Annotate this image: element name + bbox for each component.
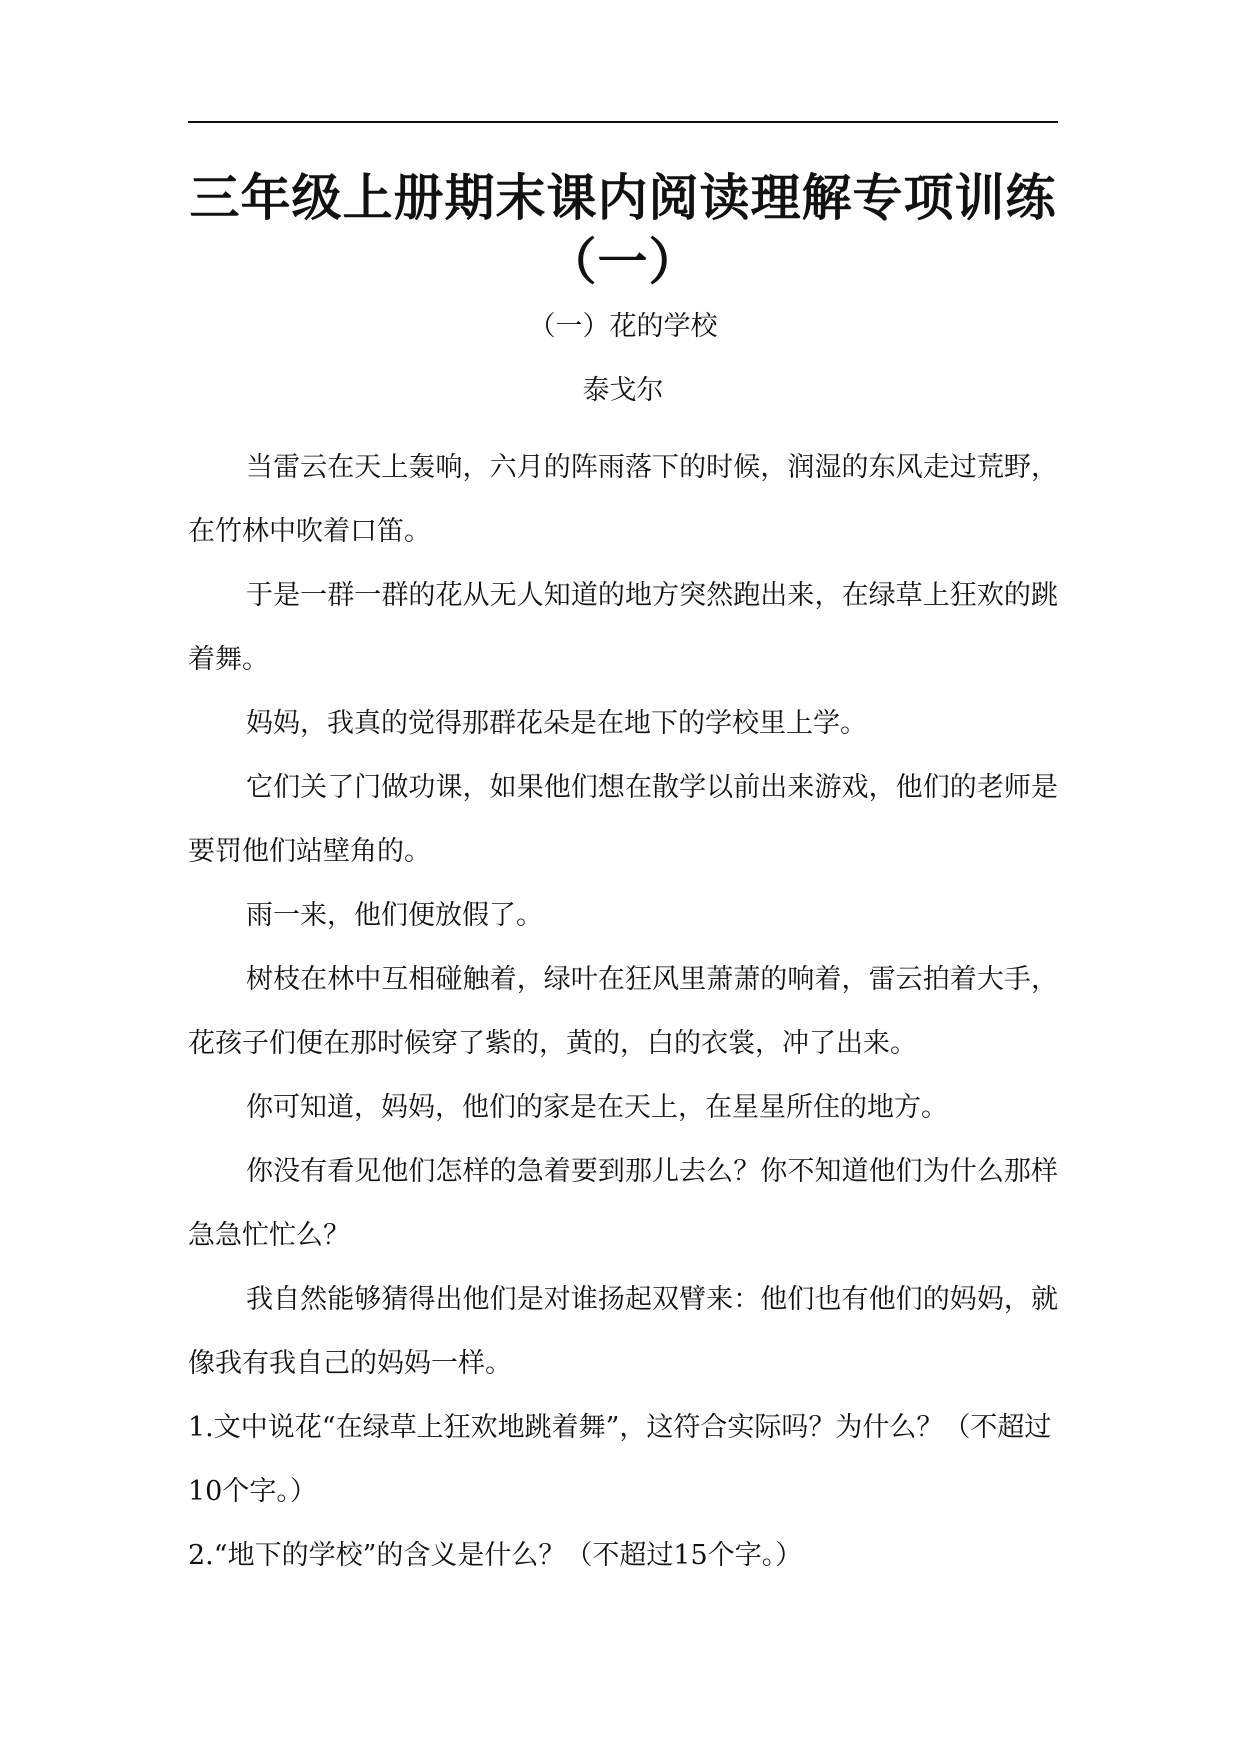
question-1: 1.文中说花“在绿草上狂欢地跳着舞”，这符合实际吗？为什么？（不超过10个字。） [188,1412,1052,1507]
paragraph: 我自然能够猜得出他们是对谁扬起双臂来：他们也有他们的妈妈，就像我有我自己的妈妈一样。 [188,1284,1058,1379]
paragraph: 妈妈，我真的觉得那群花朵是在地下的学校里上学。 [246,708,867,739]
paragraph: 雨一来，他们便放假了。 [246,900,543,931]
paragraph: 当雷云在天上轰响，六月的阵雨落下的时候，润湿的东风走过荒野，在竹林中吹着口笛。 [188,452,1058,547]
section-title: （一）花的学校 [528,311,718,342]
page-title-number: （一） [546,233,700,291]
paragraph: 你没有看见他们怎样的急着要到那儿去么？你不知道他们为什么那样急急忙忙么？ [188,1156,1058,1251]
author: 泰戈尔 [582,375,664,406]
paragraph: 树枝在林中互相碰触着，绿叶在狂风里萧萧的响着，雷云拍着大手，花孩子们便在那时候穿了紫的，黄的，白的衣裳，冲了出来。 [188,964,1058,1059]
header-rule [188,121,1058,123]
passage-body [188,436,1058,1588]
paragraph: 你可知道，妈妈，他们的家是在天上，在星星所住的地方。 [246,1092,948,1123]
page-title: 三年级上册期末课内阅读理解专项训练 [189,169,1057,227]
paragraph: 它们关了门做功课，如果他们想在散学以前出来游戏，他们的老师是要罚他们站壁角的。 [188,772,1058,867]
question-2: 2.“地下的学校”的含义是什么？（不超过15个字。） [188,1540,803,1571]
paragraph: 于是一群一群的花从无人知道的地方突然跑出来，在绿草上狂欢的跳着舞。 [188,580,1058,675]
